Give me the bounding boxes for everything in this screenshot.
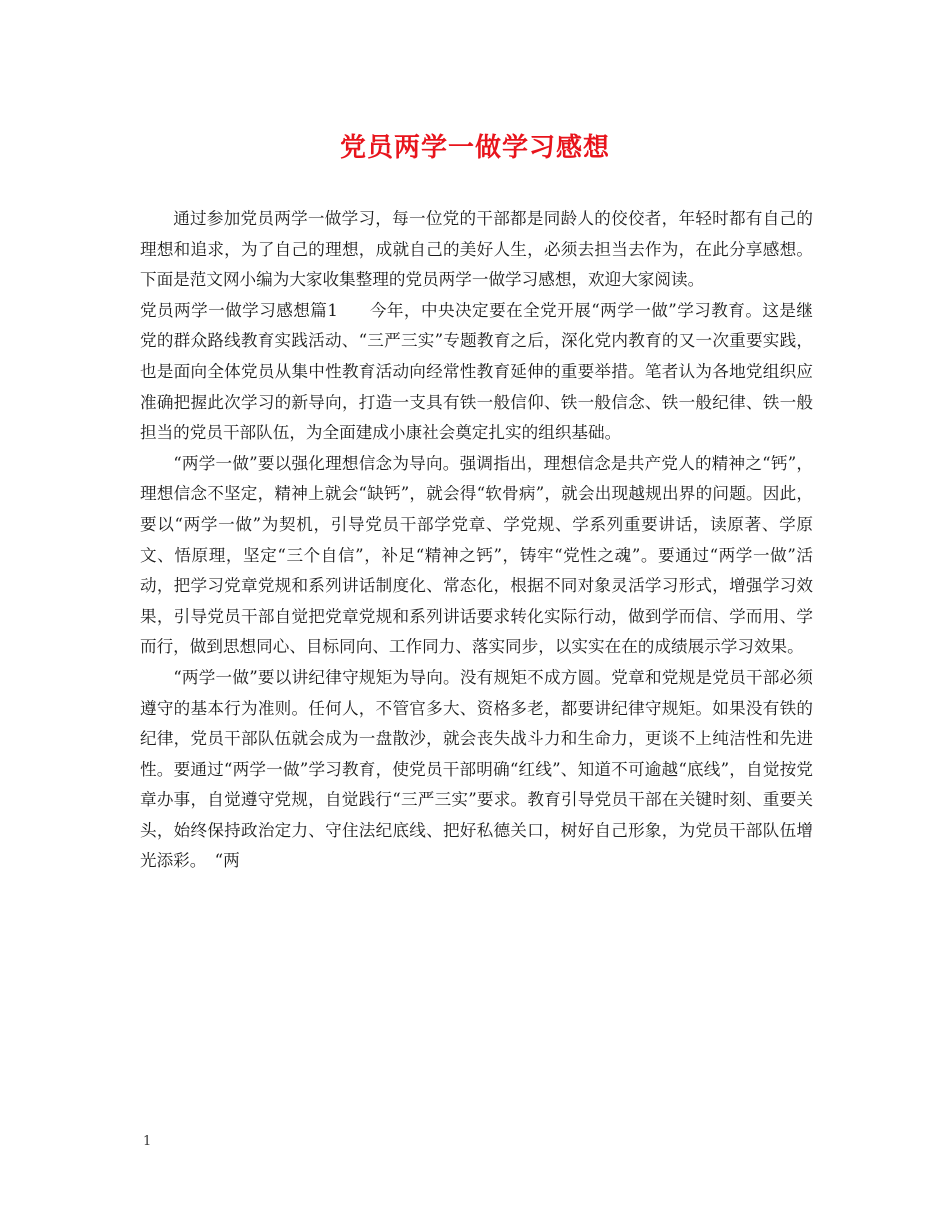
document-title: 党员两学一做学习感想 xyxy=(339,133,610,163)
intro-paragraph: 通过参加党员两学一做学习，每一位党的干部都是同龄人的佼佼者，年轻时都有自己的理想和追求，为了自己的理想，成就自己的美好人生，必须去担当去作为，在此分享感想。下面是范文网小编为大家收集整理的党员两学一做学习感想，欢迎大家阅读。 xyxy=(140,209,813,290)
article-paragraph-1 xyxy=(140,296,813,449)
page-number: 1 xyxy=(143,1134,152,1149)
article-paragraph-3: “两学一做”要以讲纪律守规矩为导向。没有规矩不成方圆。党章和党规是党员干部必须遵守的基本行为准则。任何人，不管官多大、资格多老，都要讲纪律守规矩。如果没有铁的纪律，党员干部队伍就会成为一盘散沙，就会丧失战斗力和生命力，更谈不上纯洁性和先进性。要通过“两学一做”学习教育，使党员干部明确“红线”、知道不可逾越“底线”，自觉按党章办事，自觉遵守党规，自觉践行“三严三实”要求。教育引导党员干部在关键时刻、重要关头，始终保持政治定力、守住法纪底线、把好私德关口，树好自己形象，为党员干部队伍增光添彩。 “两 xyxy=(140,667,813,871)
document-body xyxy=(140,204,813,877)
article-paragraph-2: “两学一做”要以强化理想信念为导向。强调指出，理想信念是共产党人的精神之“钙”，理想信念不坚定，精神上就会“缺钙”，就会得“软骨病”，就会出现越规出界的问题。因此，要以“两学一做”为契机，引导党员干部学党章、学党规、学系列重要讲话，读原著、学原文、悟原理，坚定“三个自信”，补足“精神之钙”，铸牢“党性之魂”。要通过“两学一做”活动，把学习党章党规和系列讲话制度化、常态化，根据不同对象灵活学习形式，增强学习效果，引导党员干部自觉把党章党规和系列讲话要求转化实际行动，做到学而信、学而用、学而行，做到思想同心、目标同向、工作同力、落实同步，以实实在在的成绩展示学习效果。 xyxy=(140,453,813,657)
paragraph-1-text: 今年，中央决定要在全党开展“两学一做”学习教育。这是继党的群众路线教育实践活动、“三严三实”专题教育之后，深化党内教育的又一次重要实践，也是面向全体党员从集中性教育活动向经常性教育延伸的重要举措。笔者认为各地党组织应准确把握此次学习的新导向，打造一支具有铁一般信仰、铁一般信念、铁一般纪律、铁一般担当的党员干部队伍，为全面建成小康社会奠定扎实的组织基础。 xyxy=(140,300,813,443)
article-heading: 党员两学一做学习感想篇1 xyxy=(140,300,338,320)
